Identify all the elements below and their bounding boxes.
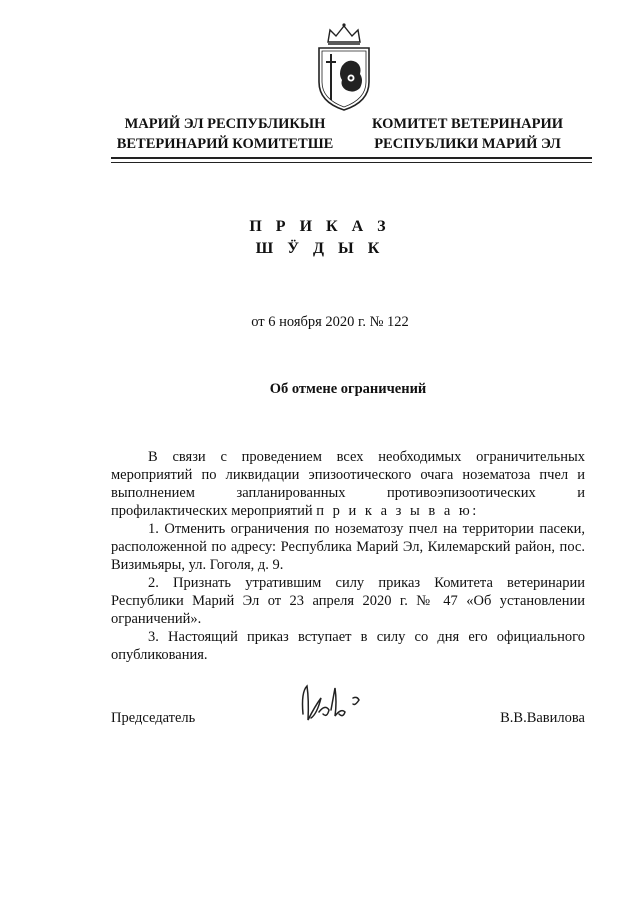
order-item-3: 3. Настоящий приказ вступает в силу со дня его официального опубликования.	[111, 629, 585, 663]
document-subject: Об отмене ограничений	[269, 381, 427, 397]
header-right-line1: КОМИТЕТ ВЕТЕРИНАРИИ	[371, 116, 564, 132]
signatory-position: Председатель	[111, 710, 196, 726]
intro-text: В связи с проведением всех необходимых ограничительных мероприятий по ликвидации эпизоотического очага нозематоза пчел и выполнением запланированных противоэпизоотических и профилактических мероприятий	[111, 449, 585, 519]
header-divider-thick	[111, 157, 592, 159]
intro-verb: п р и к а з ы в а ю:	[316, 503, 479, 519]
order-item-1: 1. Отменить ограничения по нозематозу пчел на территории пасеки, расположенной по адресу: Республика Марий Эл, Килемарский район, пос. Визимьяры, ул. Гоголя, д. 9.	[111, 521, 585, 573]
coat-of-arms-emblem	[314, 22, 374, 112]
document-title-ru: П Р И К А З	[249, 218, 391, 235]
document-body	[111, 448, 585, 664]
header-right	[350, 114, 585, 154]
intro-paragraph	[111, 448, 585, 520]
header-left	[100, 114, 350, 154]
header-left-line1: МАРИЙ ЭЛ РЕСПУБЛИКЫН	[124, 116, 326, 132]
header-divider-thin	[111, 162, 592, 163]
header-right-line2: РЕСПУБЛИКИ МАРИЙ ЭЛ	[374, 136, 561, 152]
order-item-2: 2. Признать утратившим силу приказ Комитета ветеринарии Республики Марий Эл от 23 апреля 2020 г. № 47 «Об установлении ограничений».	[111, 575, 585, 627]
handwritten-signature	[297, 680, 377, 730]
document-date-number: от 6 ноября 2020 г. № 122	[251, 314, 409, 330]
document-title-mari: Ш Ӱ Д Ы К	[255, 240, 385, 257]
signatory-name: В.В.Вавилова	[500, 710, 585, 726]
header-left-line2: ВЕТЕРИНАРИЙ КОМИТЕТШЕ	[116, 136, 334, 152]
